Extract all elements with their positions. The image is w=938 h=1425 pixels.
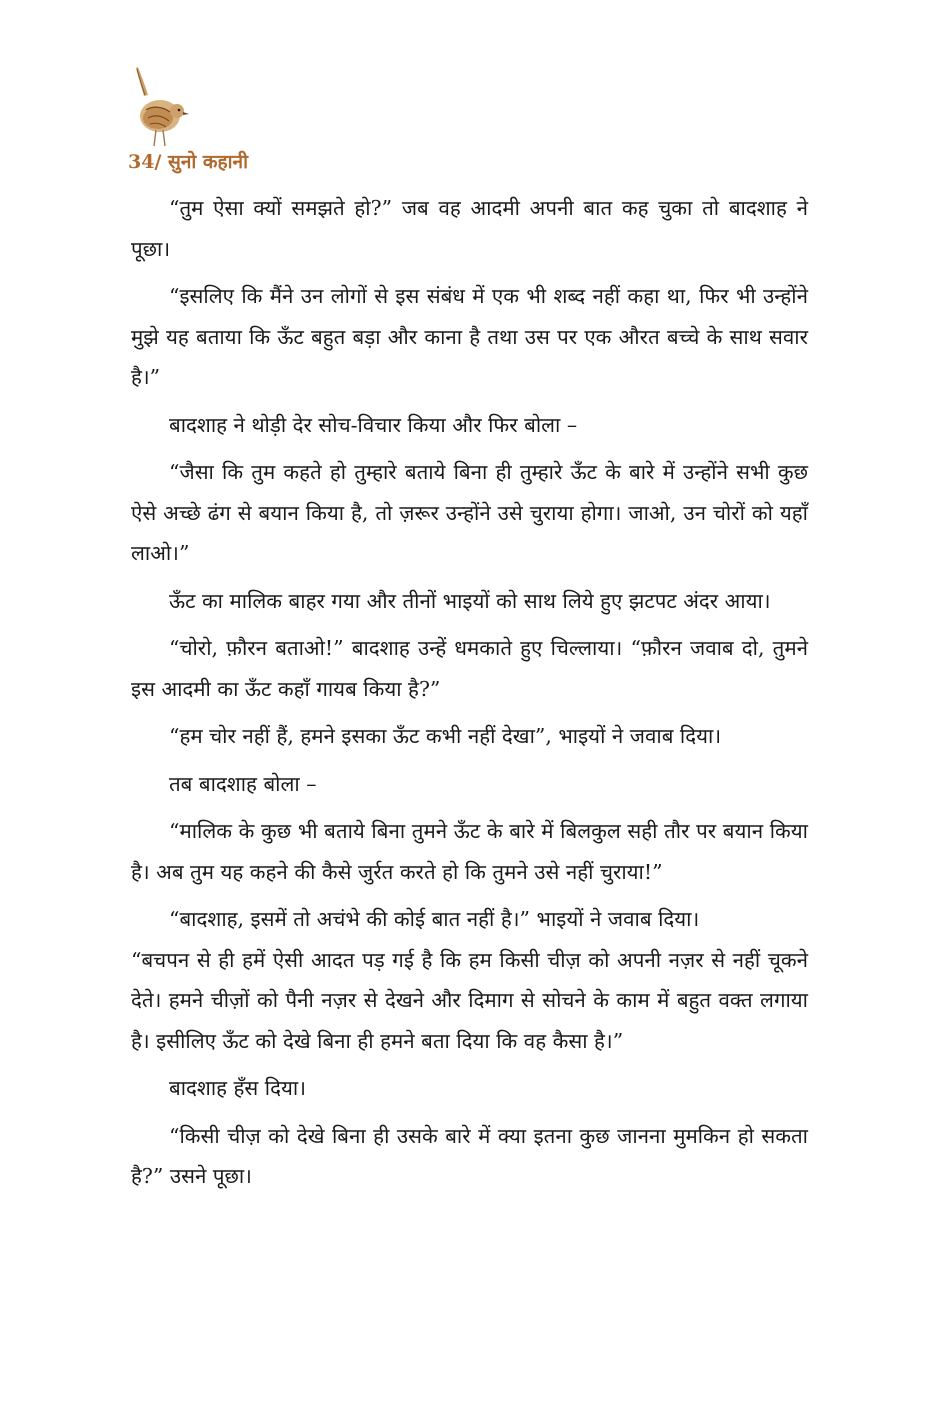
page-number-title: 34/ सुनो कहानी [128, 151, 248, 173]
paragraph: बादशाह ने थोड़ी देर सोच-विचार किया और फिर बोला – [169, 412, 578, 437]
paragraph: “बादशाह, इसमें तो अचंभे की कोई बात नहीं है।” भाइयों ने जवाब दिया। [169, 907, 700, 931]
paragraph: “इसलिए कि मैंने उन लोगों से इस संबंध में एक भी शब्द नहीं कहा था, फिर भी उन्होंने मुझे यह बताया कि ऊँट बहुत बड़ा और काना है तथा उस पर एक औरत बच्चे के साथ सवार है।” [131, 284, 808, 389]
page-header [128, 66, 428, 174]
paragraph: “बचपन से ही हमें ऐसी आदत पड़ गई है कि हम किसी चीज़ को अपनी नज़र से नहीं चूकने देते। हमने चीज़ों को पैनी नज़र से देखने और दिमाग से सोचने के काम में बहुत वक्त लगाया है। इसीलिए ऊँट को देखे बिना ही हमने बता दिया कि वह कैसा है।” [131, 947, 808, 1053]
story-text [131, 188, 808, 1204]
paragraph: “हम चोर नहीं हैं, हमने इसका ऊँट कभी नहीं देखा”, भाइयों ने जवाब दिया। [169, 724, 722, 748]
paragraph: ऊँट का मालिक बाहर गया और तीनों भाइयों को साथ लिये हुए झटपट अंदर आया। [169, 588, 771, 613]
paragraph: “किसी चीज़ को देखे बिना ही उसके बारे में क्या इतना कुछ जानना मुमकिन हो सकता है?” उसने पूछा। [131, 1123, 808, 1188]
paragraph: “मालिक के कुछ भी बताये बिना तुमने ऊँट के बारे में बिलकुल सही तौर पर बयान किया है। अब तुम यह कहने की कैसे जुर्रत करते हो कि तुमने उसे नहीं चुराया!” [131, 819, 808, 884]
paragraph: “तुम ऐसा क्यों समझते हो?” जब वह आदमी अपनी बात कह चुका तो बादशाह ने पूछा। [131, 196, 808, 261]
paragraph: तब बादशाह बोला – [169, 771, 317, 796]
paragraph: “जैसा कि तुम कहते हो तुम्हारे बताये बिना ही तुम्हारे ऊँट के बारे में उन्होंने सभी कुछ ऐसे अच्छे ढंग से बयान किया है, तो ज़रूर उन्होंने उसे चुराया होगा। जाओ, उन चोरों को यहाँ लाओ।” [131, 460, 808, 565]
paragraph: “चोरो, फ़ौरन बताओ!” बादशाह उन्हें धमकाते हुए चिल्लाया। “फ़ौरन जवाब दो, तुमने इस आदमी का ऊँट कहाँ गायब किया है?” [131, 636, 808, 701]
bird-illustration [128, 66, 190, 148]
paragraph: बादशाह हँस दिया। [169, 1076, 306, 1100]
